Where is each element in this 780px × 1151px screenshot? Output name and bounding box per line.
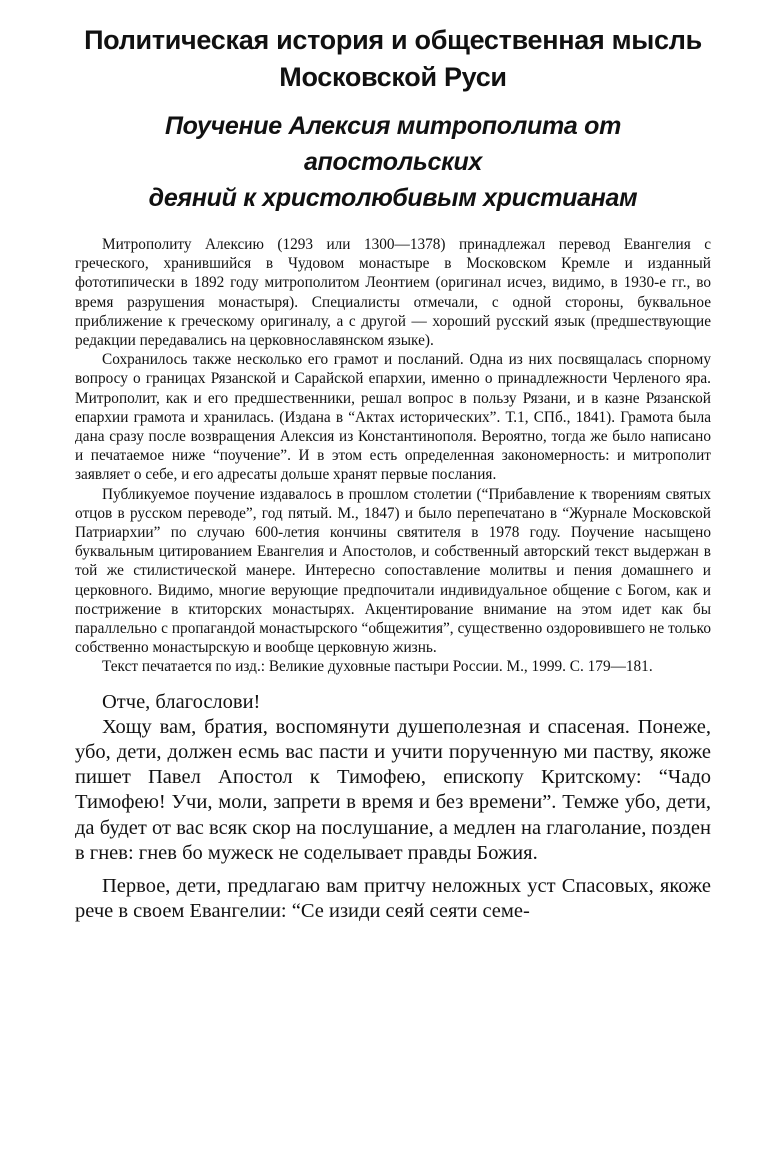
- section-title-line: Поучение Алексия митрополита от апостольских: [164, 112, 622, 176]
- section-title: [75, 108, 711, 216]
- chapter-title-line: Политическая история и общественная мысль: [84, 25, 702, 55]
- page: [75, 22, 711, 925]
- chapter-title: [75, 22, 711, 96]
- sermon-paragraph: Первое, дети, предлагаю вам притчу неложных уст Спасовых, якоже рече в своем Евангелии: “Се изиди сеяй сеяти семе-: [75, 875, 711, 923]
- intro-paragraph: Сохранилось также несколько его грамот и посланий. Одна из них посвящалась спорному вопросу о границах Рязанской и Сарайской епархии, именно о принадлежности Черленого яра. Митрополит, как и его предшественники, решал вопрос в пользу Рязани, и в казне Рязанской епархии грамота и хранилась. (Издана в “Актах исторических”. Т.1, СПб., 1841). Грамота была дана сразу после возвращения Алексия из Константинополя. Вероятно, тогда же было написано и печатаемое ниже “поучение”. И в этом есть определенная закономерность: и митрополит заявляет о себе, и его адресаты дольше хранят первые послания.: [75, 351, 711, 484]
- intro-paragraph: Митрополиту Алексию (1293 или 1300—1378) принадлежал перевод Евангелия с греческого, хранившийся в Чудовом монастыре в Московском Кремле и изданный фототипически в 1892 году митрополитом Леонтием (оригинал исчез, видимо, в 1930-е гг., во время разрушения монастыря). Специалисты отмечали, с одной стороны, буквальное приближение к греческому оригиналу, а с другой — хороший русский язык (предшествующие редакции передавались на церковнославянском языке).: [75, 236, 711, 350]
- sermon-text: [75, 690, 711, 925]
- sermon-opening: Отче, благослови!: [102, 690, 261, 713]
- source-note: Текст печатается по изд.: Великие духовные пастыри России. М., 1999. С. 179—181.: [102, 658, 653, 676]
- section-title-line: деяний к христолюбивым христианам: [148, 184, 638, 212]
- editorial-introduction: [75, 235, 711, 677]
- sermon-paragraph: Хощу вам, братия, воспомянути душеполезная и спасеная. Понеже, убо, дети, должен есмь вас пасти и учити порученную ми паству, якоже пишет Павел Апостол к Тимофею, епископу Критскому: “Чадо Тимофею! Учи, моли, запрети в время и без времени”. Темже убо, дети, да будет от вас всяк скор на послушание, а медлен на глаголание, позден в гнев: гнев бо мужеск не соделывает правды Божия.: [75, 715, 711, 864]
- chapter-title-line: Московской Руси: [279, 62, 507, 92]
- intro-paragraph: Публикуемое поучение издавалось в прошлом столетии (“Прибавление к творениям святых отцов в русском переводе”, год пятый. М., 1847) и было перепечатано в “Журнале Московской Патриархии” по случаю 600-летия кончины святителя в 1978 году. Поучение насыщено буквальным цитированием Евангелия и Апостолов, и собственный авторский текст выдержан в той же стилистической манере. Интересно сопоставление молитвы и пения домашнего и церковного. Видимо, многие верующие предпочитали индивидуальное общение с Богом, как и пострижение в ктиторских монастырях. Акцентирование внимание на этом идет как бы параллельно с пропагандой монастырского “общежития”, существенно оздоровившего не только собственно монастырскую и вообще церковную жизнь.: [75, 485, 711, 657]
